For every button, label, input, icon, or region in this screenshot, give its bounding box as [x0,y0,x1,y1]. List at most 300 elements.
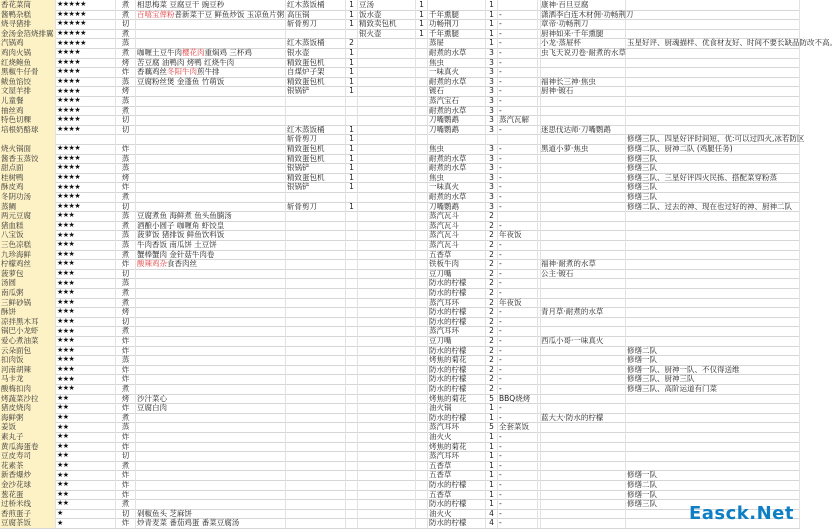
table-cell: 刀嘴鹦鹉 [428,202,486,212]
table-cell: 蒸汽瓦斗 [428,240,486,250]
table-cell: 1 [346,144,358,154]
table-cell: 五香草 [428,250,486,260]
table-cell: 1 [416,0,428,10]
table-cell: 烤焦的菊花 [428,394,486,404]
table-cell [416,480,428,490]
table-cell [136,163,286,173]
table-cell [136,173,286,183]
table-cell: 斩骨剪刀 [286,202,346,212]
table-cell: 切 [116,202,136,212]
table-cell: - [498,163,538,173]
table-cell [416,115,428,125]
table-cell: 酸梅扣肉 [0,384,56,394]
table-cell: 油火锅 [428,403,486,413]
table-cell [346,442,358,452]
table-cell [540,96,626,106]
table-cell: 青月草·耐煮的水草 [540,307,626,317]
table-cell: ★★★★ [56,163,116,173]
table-cell [540,202,626,212]
table-cell [286,365,346,375]
table-cell: ★★ [56,490,116,500]
table-cell: 5 [486,422,498,432]
table-cell [136,365,286,375]
table-cell: 1 [346,154,358,164]
table-cell [346,259,358,269]
table-cell [346,394,358,404]
table-cell [416,365,428,375]
table-cell [286,442,346,452]
table-cell [286,336,346,346]
table-cell: 花素茶 [0,461,56,471]
table-cell [626,413,800,423]
table-cell [416,230,428,240]
table-cell: ★★★ [56,278,116,288]
table-cell: 精致蛋包机 [286,173,346,183]
table-cell: 3 [486,202,498,212]
table-cell: 八宝饭 [0,230,56,240]
table-cell: 蒸 [116,154,136,164]
table-cell: 2 [486,317,498,327]
table-cell: 2 [486,288,498,298]
table-cell [136,499,286,509]
table-cell: 3 [486,115,498,125]
table-cell [358,394,416,404]
table-cell [626,48,800,58]
table-cell: 修缮三队 [626,192,800,202]
table-cell: 姜饭 [0,422,56,432]
table-cell [346,346,358,356]
table-cell: 高压锅 [286,10,346,20]
table-cell: 酸辣鸡杂 食香肉丝 [136,259,286,269]
table-cell [286,278,346,288]
table-cell: 蒸汽宝石 [428,96,486,106]
table-cell [358,221,416,231]
table-cell: 焦虫 [428,173,486,183]
table-cell [346,250,358,260]
table-cell [416,211,428,221]
table-cell [136,480,286,490]
table-cell: 豆腐粉丝煲 金蓬鱼 竹萌饭 [136,77,286,87]
table-cell: 红木蒸饭桶 [286,125,346,135]
table-cell [416,240,428,250]
table-cell [540,374,626,384]
table-cell: 1 [416,10,428,20]
table-cell [626,230,800,240]
table-cell: ★★★ [56,250,116,260]
table-cell: 炸 [116,365,136,375]
table-cell [358,202,416,212]
table-cell: 蒸 [116,355,136,365]
table-cell: 耐煮的水草 [428,154,486,164]
table-cell [416,192,428,202]
table-cell: 自煤炉子架 [286,67,346,77]
table-cell [136,374,286,384]
table-cell: 防水的柠檬 [428,317,486,327]
table-cell: 煮 [116,29,136,39]
table-cell: 2 [486,336,498,346]
table-cell: ★★★★ [56,86,116,96]
table-cell: - [498,182,538,192]
table-cell: 黑道小萝·焦虫 [540,144,626,154]
table-cell: 酒酿小圆子 咖喱角 虾饺皇 [136,221,286,231]
table-cell: 3 [486,144,498,154]
table-cell: 千年熏腿 [428,29,486,39]
table-cell [540,278,626,288]
table-cell [626,269,800,279]
table-cell [136,451,286,461]
table-cell [416,298,428,308]
table-cell: 新香爆炒 [0,470,56,480]
table-cell: 煮 [116,192,136,202]
table-cell [358,442,416,452]
table-cell: 修缮三队 [626,499,800,509]
table-cell [540,67,626,77]
table-cell [286,317,346,327]
table-cell: 切 [116,125,136,135]
table-cell: 煮 [116,384,136,394]
table-cell: 苦豆腐 油鸭肉 烤鸭 红烧牛肉 [136,58,286,68]
table-cell [286,461,346,471]
table-cell [346,106,358,116]
table-cell [346,278,358,288]
table-cell: 2 [486,230,498,240]
table-cell: 菠萝饭 猪排饭 鲜鱼饮料饭 [136,230,286,240]
table-cell [286,115,346,125]
table-cell [136,202,286,212]
table-cell: 修缮一队 [626,490,800,500]
table-cell: ★★ [56,461,116,471]
table-cell: ★★★★ [56,125,116,135]
table-cell: 厨神·镀石 [540,86,626,96]
table-cell: ★★★★ [56,58,116,68]
table-cell: 银锅铲 [286,163,346,173]
table-cell: 5 [486,394,498,404]
table-cell: 2 [486,278,498,288]
table-cell [346,432,358,442]
table-cell [346,240,358,250]
table-cell [626,29,800,39]
table-cell [358,134,416,144]
table-cell: - [498,259,538,269]
table-cell: 饭水壶 [358,10,416,20]
table-cell: - [498,461,538,471]
table-cell: 煮 [116,288,136,298]
table-cell: - [498,269,538,279]
table-cell: 炸 [116,144,136,154]
table-cell: 耐煮的水草 [428,106,486,116]
table-cell [286,346,346,356]
table-cell [358,346,416,356]
table-cell [136,326,286,336]
table-cell [416,221,428,231]
table-cell [286,432,346,442]
table-cell [428,134,486,144]
table-cell: 蒸 [116,96,136,106]
table-cell: 蒸汽瓦斗 [428,221,486,231]
table-cell: 蒸鲷 [0,202,56,212]
table-cell [540,211,626,221]
table-cell [358,106,416,116]
table-cell: 1 [346,125,358,135]
table-cell [540,240,626,250]
table-cell [286,326,346,336]
table-cell: 一味真火 [428,67,486,77]
table-cell [626,106,800,116]
table-cell: 豆刀嘴 [428,269,486,279]
table-cell: 斩骨剪刀 [286,19,346,29]
table-cell: 1 [346,48,358,58]
table-cell: 炸 [116,470,136,480]
table-cell [136,182,286,192]
table-cell: 文屋羊排 [0,86,56,96]
table-cell: 南瓜粥 [0,288,56,298]
table-cell [540,432,626,442]
table-cell: - [498,86,538,96]
table-cell [358,38,416,48]
table-cell: - [498,96,538,106]
table-cell: ★★★★ [56,106,116,116]
table-cell [540,422,626,432]
table-cell: 烧火锅面 [0,144,56,154]
table-cell: 福神·耐煮的水草 [540,259,626,269]
table-cell: ★★★★ [56,202,116,212]
table-cell [358,422,416,432]
table-cell: - [498,480,538,490]
table-cell [0,134,56,144]
table-cell: 耐煮的水草 [428,77,486,87]
table-cell: ★★★ [56,336,116,346]
table-cell: ★★★ [56,221,116,231]
table-cell: ★★★ [56,259,116,269]
table-cell [286,298,346,308]
table-cell: 一味真火 [428,182,486,192]
table-cell [358,518,416,528]
table-cell [136,19,286,29]
table-cell [346,269,358,279]
table-cell: 2 [486,250,498,260]
table-cell: 豆腐煮鱼 海鲜煮 鱼头鱼腩汤 [136,211,286,221]
table-cell: 1 [486,499,498,509]
table-cell [286,288,346,298]
table-cell [358,451,416,461]
table-cell: 蒸 [116,422,136,432]
table-cell [136,470,286,480]
table-cell [136,29,286,39]
table-cell: 煮 [116,106,136,116]
table-cell [416,442,428,452]
table-cell: ★★ [56,394,116,404]
table-cell: ★★★★ [56,96,116,106]
table-cell [358,250,416,260]
table-cell: 马卡龙 [0,374,56,384]
table-cell: 相思梅菜 豆腐豆干 豌豆秒 [136,0,286,10]
table-cell: 培根奶酪球 [0,125,56,135]
table-cell [626,125,800,135]
table-cell [136,355,286,365]
table-cell: ★★ [56,413,116,423]
table-cell [346,413,358,423]
table-cell: 3 [486,86,498,96]
table-cell [136,134,286,144]
table-cell [540,58,626,68]
table-cell: 牛肉香饭 南瓜饼 土豆饼 [136,240,286,250]
table-cell: 防水的柠檬 [428,307,486,317]
table-cell [346,470,358,480]
table-cell [626,259,800,269]
table-cell: ★★★ [56,240,116,250]
table-row [0,518,800,529]
table-cell [626,19,800,29]
table-cell [286,518,346,528]
table-cell [286,413,346,423]
table-cell: 焦虫 [428,144,486,154]
table-cell [346,96,358,106]
table-cell: 五香草 [428,470,486,480]
table-cell: - [498,240,538,250]
table-cell [626,211,800,221]
table-cell [626,288,800,298]
table-cell: ★★★ [56,326,116,336]
table-cell: 2 [486,374,498,384]
table-cell: 刀嘴鹦鹉 [428,125,486,135]
table-cell: 酱香玉蒸饺 [0,154,56,164]
table-cell: 烤蔬菜沙拉 [0,394,56,404]
table-cell: 炸 [116,432,136,442]
table-cell: 防水的柠檬 [428,278,486,288]
table-cell [416,403,428,413]
table-cell [286,422,346,432]
table-cell: 章帝·功畅荆刀 [540,19,626,29]
table-cell [416,461,428,471]
table-cell: ★★★ [56,317,116,327]
table-cell: 蒸汽瓦解 [498,115,538,125]
table-cell: 河南胡辣 [0,365,56,375]
table-cell [416,173,428,183]
table-cell [626,432,800,442]
table-cell: 炸 [116,442,136,452]
table-cell: 炒青麦菜 番茄鸡蛋 番菜豆腐汤 [136,518,286,528]
table-cell: 香花菜筒 [0,0,56,10]
table-cell [136,336,286,346]
table-cell [358,67,416,77]
table-cell: - [498,374,538,384]
table-cell: - [498,250,538,260]
table-cell [416,422,428,432]
table-cell: 烤焦的菊花 [428,442,486,452]
table-cell: 1 [416,29,428,39]
table-cell: 剁椒鱼头 芝麻饼 [136,509,286,519]
table-cell: ★★★★★ [56,38,116,48]
table-cell [136,317,286,327]
table-cell [346,480,358,490]
table-cell: - [498,509,538,519]
table-cell: 烤 [116,58,136,68]
table-cell [346,326,358,336]
table-cell: 1 [486,403,498,413]
table-cell [540,346,626,356]
table-cell: 3 [486,48,498,58]
table-cell [498,211,538,221]
table-cell [540,230,626,240]
table-cell [416,182,428,192]
table-cell [540,173,626,183]
table-cell [286,490,346,500]
table-cell [626,326,800,336]
table-cell: 防水的柠檬 [428,365,486,375]
table-cell [346,221,358,231]
table-cell: - [498,355,538,365]
table-cell: 三鲜砂锅 [0,298,56,308]
table-cell: 煮 [116,0,136,10]
table-cell: 1 [486,480,498,490]
table-cell: 2 [486,307,498,317]
table-cell [358,480,416,490]
table-cell [416,125,428,135]
table-cell [540,355,626,365]
table-cell: ★★★ [56,374,116,384]
table-cell: 五香草 [428,461,486,471]
table-cell: ★★★ [56,307,116,317]
table-cell [416,317,428,327]
table-cell: 炸 [116,480,136,490]
table-cell [626,298,800,308]
table-cell: ★★ [56,403,116,413]
table-cell [346,509,358,519]
table-cell [286,269,346,279]
table-cell [540,221,626,231]
table-cell [416,77,428,87]
table-cell [416,451,428,461]
table-cell: - [498,29,538,39]
table-cell [358,125,416,135]
table-cell [286,355,346,365]
table-cell: 精致蛋包机 [286,144,346,154]
table-cell: - [498,125,538,135]
table-cell: ★★ [56,432,116,442]
table-cell: 蒸 [116,240,136,250]
table-cell [416,326,428,336]
table-cell: 精致蛋包机 [286,58,346,68]
table-cell [626,0,800,10]
table-cell: - [498,336,538,346]
table-cell: 精致卖包机 [358,19,416,29]
table-cell [136,346,286,356]
table-cell: 潇洒李白连木材佣·功畅荆刀 [541,9,634,19]
table-cell: - [498,173,538,183]
table-cell: 2 [486,221,498,231]
table-cell [540,115,626,125]
table-cell [346,365,358,375]
table-cell: 防水的柠檬 [428,413,486,423]
table-cell: 炸 [116,490,136,500]
table-cell [540,499,626,509]
table-cell: 蒸 [116,38,136,48]
table-cell [540,470,626,480]
table-cell: 豆皮寿司 [0,451,56,461]
table-cell: 1 [346,182,358,192]
table-cell [540,163,626,173]
table-cell [346,384,358,394]
table-cell: 柠檬鸡丝 [0,259,56,269]
table-cell: - [498,499,538,509]
table-cell [540,182,626,192]
table-cell: 1 [486,490,498,500]
table-cell: 1 [346,67,358,77]
table-cell [286,384,346,394]
table-cell [358,240,416,250]
table-cell: ★★ [56,470,116,480]
table-cell: 猪血糕 [0,221,56,231]
